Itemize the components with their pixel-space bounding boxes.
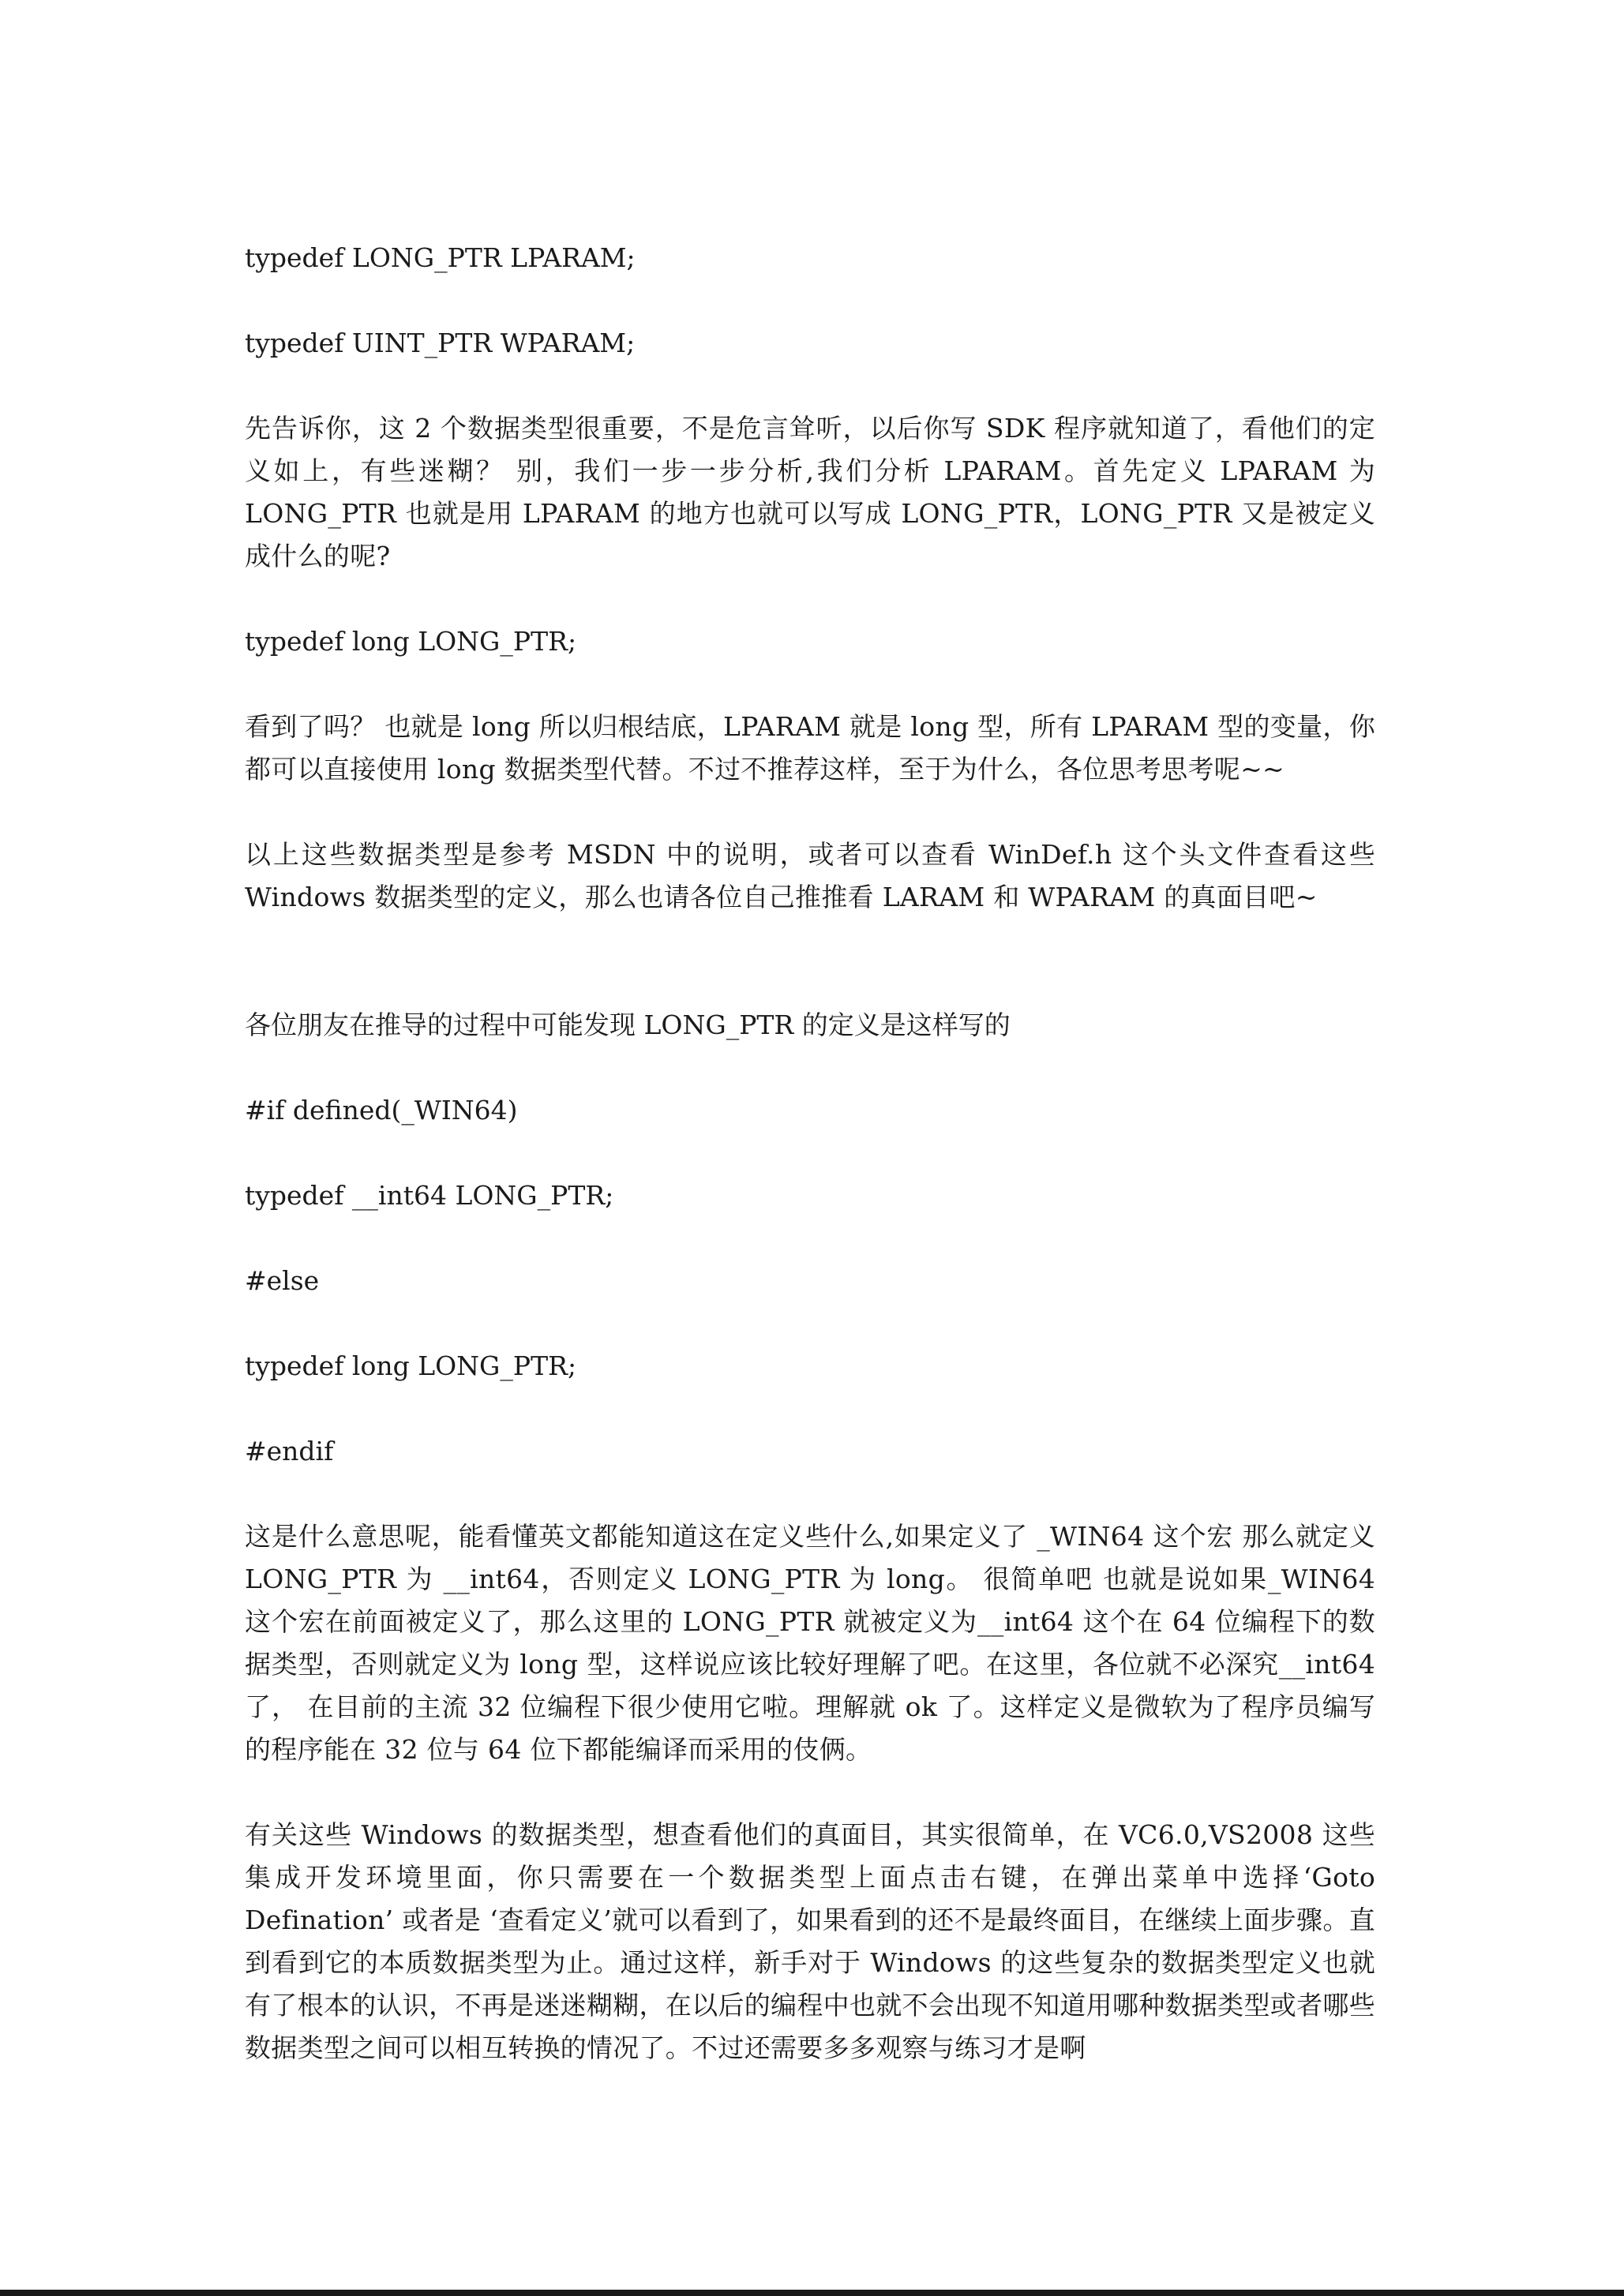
paragraph-msdn-reference: 以上这些数据类型是参考 MSDN 中的说明，或者可以查看 WinDef.h 这个头文件查看这些 Windows 数据类型的定义，那么也请各位自己推推看 LARAM 和 WPARAM 的真面目吧~ bbox=[245, 839, 1375, 912]
spacer bbox=[245, 1217, 1375, 1260]
paragraph-intro: 先告诉你，这 2 个数据类型很重要，不是危言耸听，以后你写 SDK 程序就知道了，看他们的定义如上，有些迷糊？ 别，我们一步一步分析,我们分析 LPARAM。首先定义 LPARAM 为 LONG_PTR 也就是用 LPARAM 的地方也就可以写成 LONG_PTR，LONG_PTR 又是被定义成什么的呢? bbox=[245, 413, 1375, 571]
spacer bbox=[245, 791, 1375, 833]
code-line-lparam: typedef LONG_PTR LPARAM; bbox=[245, 242, 636, 273]
code-line-int64: typedef __int64 LONG_PTR; bbox=[245, 1180, 614, 1211]
document-page bbox=[245, 237, 1375, 2069]
spacer bbox=[245, 919, 1375, 1004]
spacer bbox=[245, 279, 1375, 322]
code-line-endif: #endif bbox=[245, 1436, 334, 1466]
code-line-long-ptr: typedef long LONG_PTR; bbox=[245, 626, 577, 657]
spacer bbox=[245, 663, 1375, 706]
spacer bbox=[245, 1388, 1375, 1430]
spacer bbox=[245, 578, 1375, 620]
spacer bbox=[245, 1771, 1375, 1814]
spacer bbox=[245, 1473, 1375, 1515]
paragraph-goto-definition: 有关这些 Windows 的数据类型，想查看他们的真面目，其实很简单，在 VC6.0,VS2008 这些集成开发环境里面，你只需要在一个数据类型上面点击右键，在弹出菜单中选择‘Goto Defination’ 或者是 ‘查看定义’就可以看到了，如果看到的还不是最终面目，在继续上面步骤。直到看到它的本质数据类型为止。通过这样，新手对于 Windows 的这些复杂的数据类型定义也就有了根本的认识，不再是迷迷糊糊，在以后的编程中也就不会出现不知道用哪种数据类型或者哪些数据类型之间可以相互转换的情况了。不过还需要多多观察与练习才是啊 bbox=[245, 1819, 1375, 2063]
spacer bbox=[245, 1132, 1375, 1174]
page-bottom-edge bbox=[0, 2290, 1624, 2296]
spacer bbox=[245, 1047, 1375, 1089]
code-line-if-defined: #if defined(_WIN64) bbox=[245, 1095, 518, 1126]
paragraph-win64-macro: 这是什么意思呢，能看懂英文都能知道这在定义些什么,如果定义了 _WIN64 这个宏 那么就定义 LONG_PTR 为 __int64，否则定义 LONG_PTR 为 long。 很简单吧 也就是说如果_WIN64 这个宏在前面被定义了，那么这里的 LONG_PTR 就被定义为__int64 这个在 64 位编程下的数据类型，否则就定义为 long 型，这样说应该比较好理解了吧。在这里，各位就不必深究__int64 了， 在目前的主流 32 位编程下很少使用它啦。理解就 ok 了。这样定义是微软为了程序员编写的程序能在 32 位与 64 位下都能编译而采用的伎俩。 bbox=[245, 1521, 1375, 1765]
code-line-long: typedef long LONG_PTR; bbox=[245, 1350, 577, 1381]
code-line-else: #else bbox=[245, 1265, 320, 1296]
code-line-wparam: typedef UINT_PTR WPARAM; bbox=[245, 328, 636, 358]
paragraph-long-explanation: 看到了吗？ 也就是 long 所以归根结底，LPARAM 就是 long 型，所有 LPARAM 型的变量，你都可以直接使用 long 数据类型代替。不过不推荐这样，至于为什么，各位思考思考呢~~ bbox=[245, 711, 1375, 785]
paragraph-derivation: 各位朋友在推导的过程中可能发现 LONG_PTR 的定义是这样写的 bbox=[245, 1009, 1011, 1040]
spacer bbox=[245, 1302, 1375, 1345]
spacer bbox=[245, 365, 1375, 407]
